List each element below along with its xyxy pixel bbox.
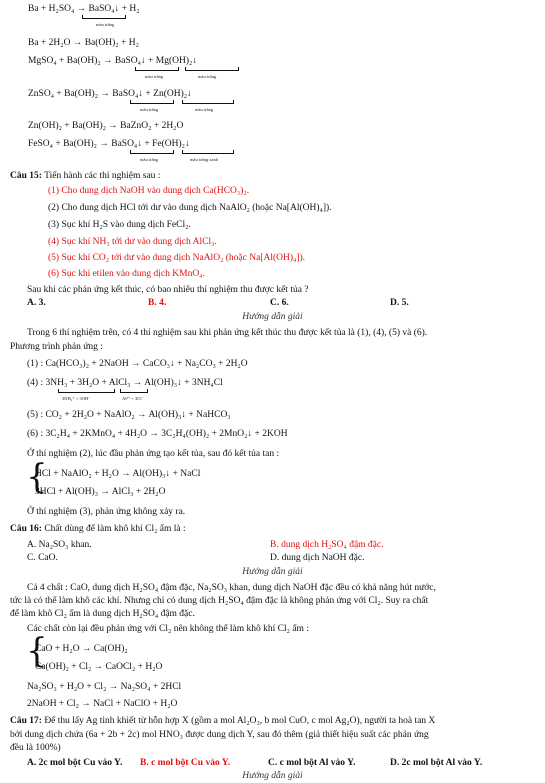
reaction-4: (4) : 3NH₃ + 3H₂O + AlCl₃ → Al(OH)₃↓ + 3NH₄Cl [27, 378, 223, 388]
equation-6: FeSO₄ + Ba(OH)₂ → BaSO₄↓ + Fe(OH)₂↓ [28, 139, 190, 149]
question-stem: Chất dùng để làm khô khí Cl₂ ẩm là : [44, 524, 186, 534]
underbrace [135, 67, 179, 71]
experiment-6: (6) Sục khí etilen vào dung dịch KMnO₄. [48, 269, 205, 279]
solution-heading: Hướng dẫn giải [242, 771, 303, 781]
system-brace: { [26, 631, 48, 671]
reaction: Ca(OH)₂ + Cl₂ → CaOCl₂ + H₂O [35, 662, 163, 672]
ion-label: Al³⁺ + 3Cl⁻ [122, 396, 144, 401]
experiment-5: (5) Sục khí CO₂ tới dư vào dung dịch NaAlO₂ (hoặc Na[Al(OH)₄]). [48, 253, 306, 263]
question-stem: Để thu lấy Ag tinh khiết từ hỗn hợp X (gồm a mol Al₂O₃, b mol CuO, c mol Ag₂O), người ta hoà tan X [44, 716, 436, 726]
question-number: Câu 15: [10, 171, 42, 181]
question-17-header [10, 715, 435, 728]
system-brace: { [26, 457, 48, 497]
option-c: C. CaO. [27, 553, 58, 563]
option-a: A. 3. [27, 298, 46, 308]
solution-heading: Hướng dẫn giải [242, 312, 303, 322]
question-15-header [10, 170, 160, 183]
option-b: B. 4. [148, 298, 167, 308]
question-number: Câu 16: [10, 524, 42, 534]
underbrace [182, 100, 234, 104]
experiment-2: (2) Cho dung dịch HCl tới dư vào dung dịch NaAlO₂ (hoặc Na[Al(OH)₄]). [48, 203, 332, 213]
solution-text: Cả 4 chất : CaO, dung dịch H₂SO₄ đậm đặc, Na₂SO₃ khan, dung dịch NaOH đặc đều có khả năng hút nước, [27, 583, 436, 593]
precipitate-label: màu trắng [96, 22, 115, 27]
option-c: C. c mol bột Al vào Y. [268, 758, 356, 768]
underbrace [182, 150, 234, 154]
precipitate-label: màu trắng [198, 74, 217, 79]
solution-text: để làm khô Cl₂ ẩm là dung dịch H₂SO₄ đậm đặc. [10, 609, 195, 619]
option-c: C. 6. [270, 298, 289, 308]
equation-5: Zn(OH)₂ + Ba(OH)₂ → BaZnO₂ + 2H₂O [28, 121, 184, 131]
reaction: 2NaOH + Cl₂ → NaCl + NaClO + H₂O [27, 699, 178, 709]
reaction-1: (1) : Ca(HCO₃)₂ + 2NaOH → CaCO₃↓ + Na₂CO₃ + 2H₂O [27, 359, 248, 369]
precipitate-label: màu trắng [145, 74, 164, 79]
reaction: Na₂SO₃ + H₂O + Cl₂ → Na₂SO₄ + 2HCl [27, 682, 182, 692]
option-d: D. 5. [390, 298, 409, 308]
ion-label: 3NH₄⁺ + 3OH⁻ [62, 396, 91, 401]
underbrace [130, 100, 174, 104]
solution-heading: Hướng dẫn giải [242, 567, 303, 577]
solution-text: Phương trình phản ứng : [10, 342, 103, 352]
precipitate-label: màu trắng [140, 107, 159, 112]
experiment-3: (3) Sục khí H₂S vào dung dịch FeCl₂. [48, 220, 191, 230]
underbrace [130, 150, 174, 154]
equation-2: Ba + 2H₂O → Ba(OH)₂ + H₂ [28, 38, 139, 48]
solution-text: tức là có thể làm khô các khí. Nhưng chỉ có dung dịch H₂SO₄ đậm đặc là không phản ứng với Cl₂. Suy ra chất [10, 596, 429, 606]
solution-text: Trong 6 thí nghiệm trên, có 4 thí nghiệm sau khi phản ứng kết thúc thu được kết tủa là (1), (4), (5) và (6). [27, 328, 428, 338]
question-16-header [10, 523, 186, 536]
question-text: đều là 100%) [10, 743, 61, 753]
question-stem: Tiến hành các thí nghiệm sau : [44, 171, 161, 181]
option-b: B. dung dịch H₂SO₄ đậm đặc. [270, 540, 384, 550]
equation-4: ZnSO₄ + Ba(OH)₂ → BaSO₄↓ + Zn(OH)₂↓ [28, 89, 192, 99]
underbrace [58, 389, 115, 393]
option-a: A. 2c mol bột Cu vào Y. [27, 758, 123, 768]
option-a: A. Na₂SO₃ khan. [27, 540, 92, 550]
underbrace [82, 15, 126, 19]
option-d: D. 2c mol bột Al vào Y. [390, 758, 483, 768]
equation-1: Ba + H₂SO₄ → BaSO₄↓ + H₂ [28, 4, 140, 14]
equation-3: MgSO₄ + Ba(OH)₂ → BaSO₄↓ + Mg(OH)₂↓ [28, 56, 198, 66]
solution-text: Các chất còn lại đều phản ứng với Cl₂ nên không thể làm khô khí Cl₂ ẩm : [27, 624, 309, 634]
note-experiment-2: Ở thí nghiệm (2), lúc đầu phản ứng tạo kết tủa, sau đó kết tủa tan : [27, 449, 280, 459]
precipitate-label: màu trắng xanh [190, 157, 218, 162]
precipitate-label: màu trắng [140, 157, 159, 162]
reaction-6: (6) : 3C₂H₄ + 2KMnO₄ + 4H₂O → 3C₂H₄(OH)₂ + 2MnO₂↓ + 2KOH [27, 429, 288, 439]
option-b: B. c mol bột Cu vào Y. [140, 758, 231, 768]
reaction-2a: HCl + NaAlO₂ + H₂O → Al(OH)₃↓ + NaCl [35, 469, 201, 479]
question-number: Câu 17: [10, 716, 42, 726]
reaction-2b: 3HCl + Al(OH)₃ → AlCl₃ + 2H₂O [35, 487, 166, 497]
precipitate-label: màu trắng [195, 107, 214, 112]
reaction: CaO + H₂O → Ca(OH)₂ [35, 644, 128, 654]
experiment-1: (1) Cho dung dịch NaOH vào dung dịch Ca(HCO₃)₂. [48, 186, 250, 196]
note-experiment-3: Ở thí nghiệm (3), phản ứng không xảy ra. [27, 507, 186, 517]
reaction-5: (5) : CO₂ + 2H₂O + NaAlO₂ → Al(OH)₃↓ + NaHCO₃ [27, 410, 231, 420]
underbrace [120, 389, 148, 393]
underbrace [185, 67, 239, 71]
question-text: bởi dung dịch chứa (6a + 2b + 2c) mol HNO₃ được dung dịch Y, sau đó thêm (giả thiết hiệu suất các phản ứng [10, 730, 429, 740]
option-d: D. dung dịch NaOH đặc. [270, 553, 365, 563]
question-text: Sau khi các phản ứng kết thúc, có bao nhiêu thí nghiệm thu được kết tủa ? [27, 285, 309, 295]
experiment-4: (4) Sục khí NH₃ tới dư vào dung dịch AlCl₃. [48, 237, 217, 247]
